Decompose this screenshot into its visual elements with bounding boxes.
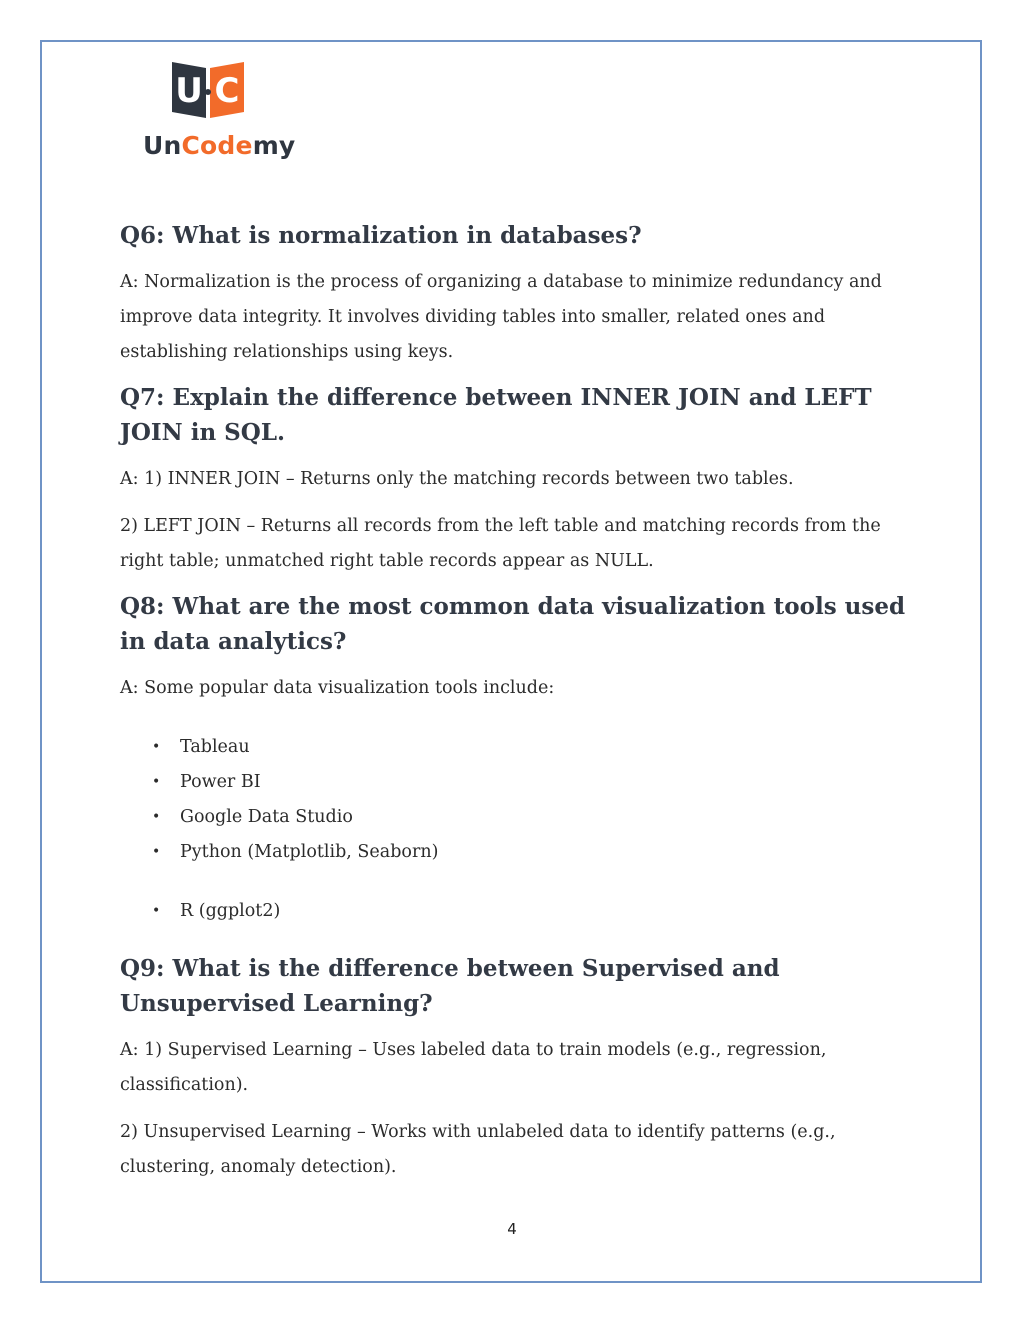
bullet-icon: • bbox=[152, 739, 161, 755]
logo-wordmark bbox=[143, 131, 295, 160]
logo-word-part3: my bbox=[252, 131, 296, 160]
question-heading: Q6: What is normalization in databases? bbox=[120, 222, 642, 249]
question-heading: Q9: What is the difference between Supervised and Unsupervised Learning? bbox=[120, 955, 780, 1017]
bullet-icon: • bbox=[152, 774, 161, 790]
uc-logo-icon bbox=[140, 60, 310, 130]
list-item: • Python (Matplotlib, Seaborn) bbox=[150, 835, 910, 870]
logo-letter-u: U bbox=[175, 71, 203, 111]
answer-paragraph: A: 1) Supervised Learning – Uses labeled data to train models (e.g., regression, classification). bbox=[120, 1040, 827, 1095]
page-content bbox=[120, 218, 910, 1185]
tools-list bbox=[120, 730, 910, 929]
list-item: • R (ggplot2) bbox=[150, 894, 910, 929]
answer-paragraph: 2) Unsupervised Learning – Works with unlabeled data to identify patterns (e.g., clustering, anomaly detection). bbox=[120, 1122, 836, 1177]
uncodemy-logo bbox=[140, 60, 310, 170]
logo-word-part1: Un bbox=[143, 131, 182, 160]
question-heading: Q7: Explain the difference between INNER JOIN and LEFT JOIN in SQL. bbox=[120, 384, 872, 446]
list-item: • Power BI bbox=[150, 765, 910, 800]
question-heading: Q8: What are the most common data visualization tools used in data analytics? bbox=[120, 593, 906, 655]
bullet-icon: • bbox=[152, 903, 161, 919]
answer-paragraph: 2) LEFT JOIN – Returns all records from the left table and matching records from the right table; unmatched right table records appear as NULL. bbox=[120, 516, 881, 571]
logo-word-part2: Code bbox=[181, 131, 253, 160]
bullet-icon: • bbox=[152, 844, 161, 860]
bullet-icon: • bbox=[152, 809, 161, 825]
answer-paragraph: A: 1) INNER JOIN – Returns only the matching records between two tables. bbox=[120, 469, 794, 489]
answer-paragraph: A: Some popular data visualization tools include: bbox=[120, 678, 555, 698]
answer-paragraph: A: Normalization is the process of organizing a database to minimize redundancy and improve data integrity. It involves dividing tables into smaller, related ones and establishing relationships using keys. bbox=[120, 272, 882, 362]
page-number: 4 bbox=[507, 1220, 517, 1238]
logo-letter-c: C bbox=[214, 71, 240, 111]
list-item: • Tableau bbox=[150, 730, 910, 765]
list-item: • Google Data Studio bbox=[150, 800, 910, 835]
